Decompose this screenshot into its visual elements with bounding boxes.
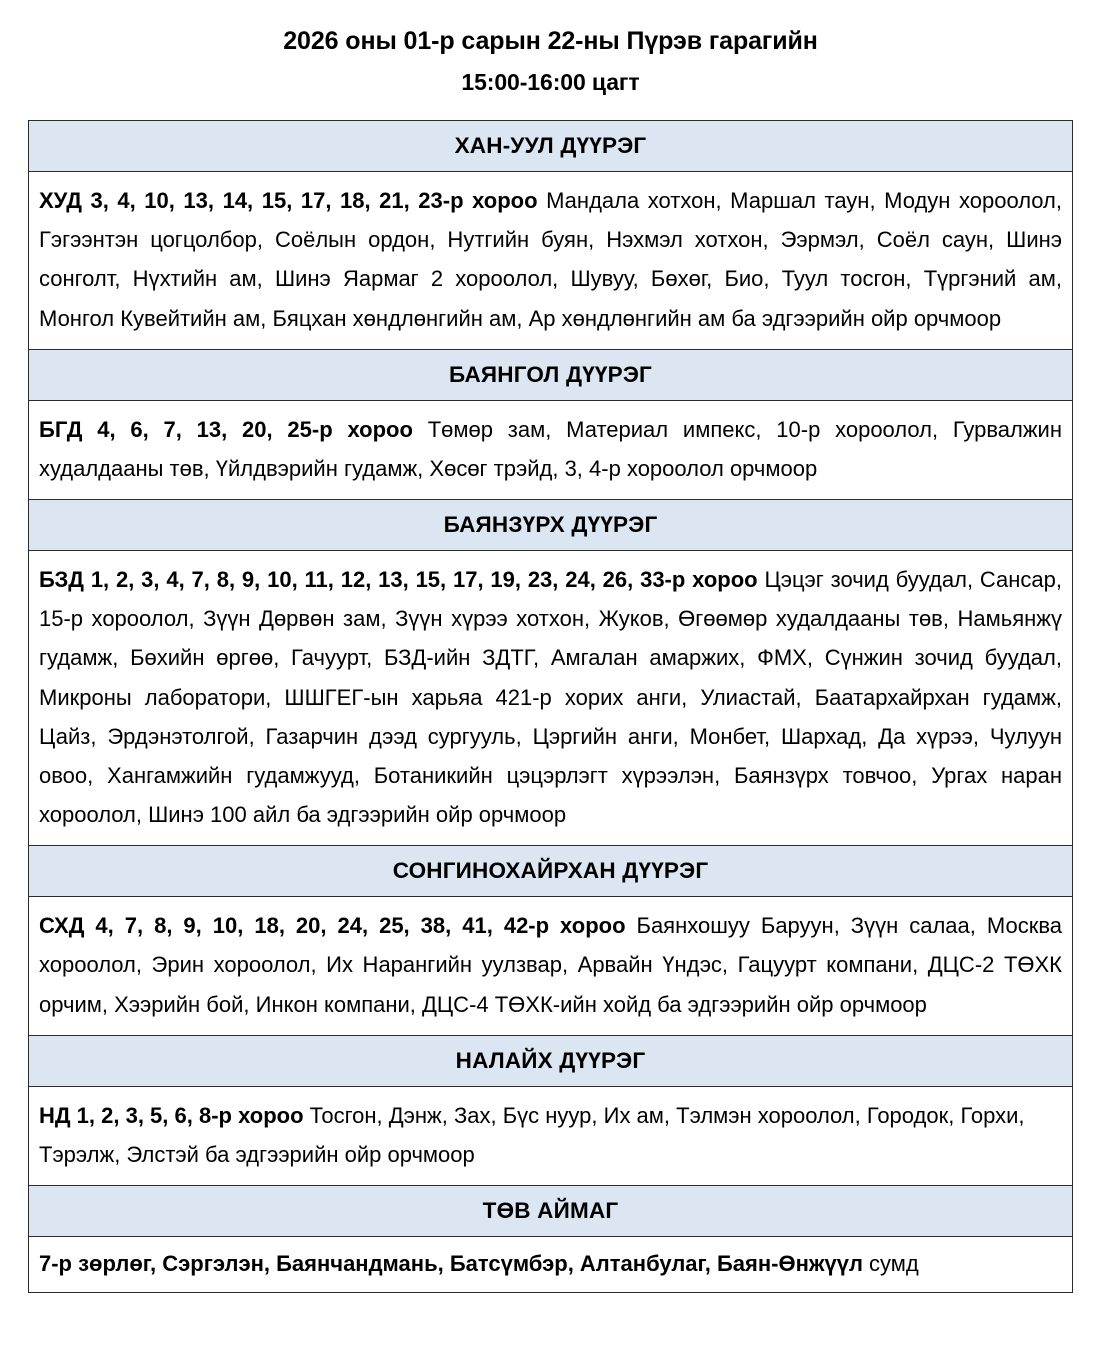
district-header-tov-aimag: ТӨВ АЙМАГ — [29, 1185, 1073, 1236]
schedule-table-body — [29, 121, 1073, 1293]
area-list-bayanzurkh: Цэцэг зочид буудал, Сансар, 15-р хороолол, Зүүн Дөрвөн зам, Зүүн хүрээ хотхон, Жуков, Өгөөмөр худалдааны төв, Намьянжү гудамж, Бөхийн өргөө, Гачуурт, БЗД-ийн ЗДТГ, Амгалан амаржих, ФМХ, Сүнжин зочид буудал, Микроны лаборатори, ШШГЕГ-ын харьяа 421-р хорих анги, Улиастай, Баатархайрхан гудамж, Цайз, Эрдэнэтолгой, Газарчин дээд сургууль, Цэргийн анги, Монбет, Шархад, Да хүрээ, Чулуун овоо, Хангамжийн гудамжууд, Ботаникийн цэцэрлэгт хүрээлэн, Баянзүрх товчоо, Ургах наран хороолол, Шинэ 100 айл ба эдгээрийн ойр орчмоор — [39, 567, 1062, 828]
khoroo-label-khan-uul: ХУД 3, 4, 10, 13, 14, 15, 17, 18, 21, 23-р хороо — [39, 188, 538, 214]
district-body-khan-uul — [29, 172, 1073, 350]
table-row-district-body — [29, 1086, 1073, 1185]
page-title-line-2: 15:00-16:00 цагт — [461, 68, 640, 95]
table-row-district-body — [29, 1236, 1073, 1292]
area-list-bayangol: Төмөр зам, Материал импекс, 10-р хороолол, Гурвалжин худалдааны төв, Үйлдвэрийн гудамж, Хөсөг трэйд, 3, 4-р хороолол орчмоор — [39, 416, 1062, 481]
sum-label-tov-aimag: 7-р зөрлөг, Сэргэлэн, Баянчандмань, Батсүмбэр, Алтанбулаг, Баян-Өнжүүл — [39, 1250, 863, 1276]
district-body-bayanzurkh — [29, 551, 1073, 846]
district-header-songinokhairkhan: СОНГИНОХАЙРХАН ДҮҮРЭГ — [29, 846, 1073, 897]
district-body-tov-aimag — [29, 1236, 1073, 1292]
table-row-district-body — [29, 400, 1073, 499]
table-row-district-body — [29, 551, 1073, 846]
district-header-bayangol: БАЯНГОЛ ДҮҮРЭГ — [29, 349, 1073, 400]
khoroo-label-bayangol: БГД 4, 6, 7, 13, 20, 25-р хороо — [39, 416, 413, 442]
area-list-khan-uul: Мандала хотхон, Маршал таун, Модун хороолол, Гэгээнтэн цогцолбор, Соёлын ордон, Нутгийн буян, Нэхмэл хотхон, Ээрмэл, Соёл саун, Шинэ сонголт, Нүхтийн ам, Шинэ Яармаг 2 хороолол, Шувуу, Бөхөг, Био, Туул тосгон, Түргэний ам, Монгол Кувейтийн ам, Бяцхан хөндлөнгийн ам, Ар хөндлөнгийн ам ба эдгээрийн ойр орчмоор — [39, 188, 1062, 331]
table-row-district-header — [29, 121, 1073, 172]
district-header-nalaikh: НАЛАЙХ ДҮҮРЭГ — [29, 1035, 1073, 1086]
khoroo-label-bayanzurkh: БЗД 1, 2, 3, 4, 7, 8, 9, 10, 11, 12, 13, 15, 17, 19, 23, 24, 26, 33-р хороо — [39, 567, 758, 593]
district-header-bayanzurkh: БАЯНЗҮРХ ДҮҮРЭГ — [29, 500, 1073, 551]
district-body-nalaikh — [29, 1086, 1073, 1185]
document-title-block — [0, 0, 1101, 98]
district-body-bayangol — [29, 400, 1073, 499]
table-row-district-header — [29, 500, 1073, 551]
sum-suffix-tov-aimag: сумд — [862, 1250, 919, 1276]
table-row-district-header — [29, 1185, 1073, 1236]
table-row-district-header — [29, 1035, 1073, 1086]
table-row-district-body — [29, 897, 1073, 1035]
page-title-line-1: 2026 оны 01-р сарын 22-ны Пүрэв гарагийн — [283, 27, 818, 55]
outage-schedule-table — [28, 120, 1073, 1293]
table-row-district-body — [29, 172, 1073, 350]
khoroo-label-nalaikh: НД 1, 2, 3, 5, 6, 8-р хороо — [39, 1102, 304, 1128]
district-body-songinokhairkhan — [29, 897, 1073, 1035]
table-row-district-header — [29, 349, 1073, 400]
khoroo-label-songinokhairkhan: СХД 4, 7, 8, 9, 10, 18, 20, 24, 25, 38, 41, 42-р хороо — [39, 913, 626, 939]
district-header-khan-uul: ХАН-УУЛ ДҮҮРЭГ — [29, 121, 1073, 172]
table-row-district-header — [29, 846, 1073, 897]
area-list-nalaikh: Тосгон, Дэнж, Зах, Бүс нуур, Их ам, Тэлмэн хороолол, Городок, Горхи, Тэрэлж, Элстэй ба эдгээрийн ойр орчмоор — [39, 1102, 1025, 1167]
area-list-songinokhairkhan: Баянхошуу Баруун, Зүүн салаа, Москва хороолол, Эрин хороолол, Их Нарангийн уулзвар, Арвайн Үндэс, Гацуурт компани, ДЦС-2 ТӨХК орчим, Хээрийн бой, Инкон компани, ДЦС-4 ТӨХК-ийн хойд ба эдгээрийн ойр орчмоор — [39, 913, 1062, 1017]
